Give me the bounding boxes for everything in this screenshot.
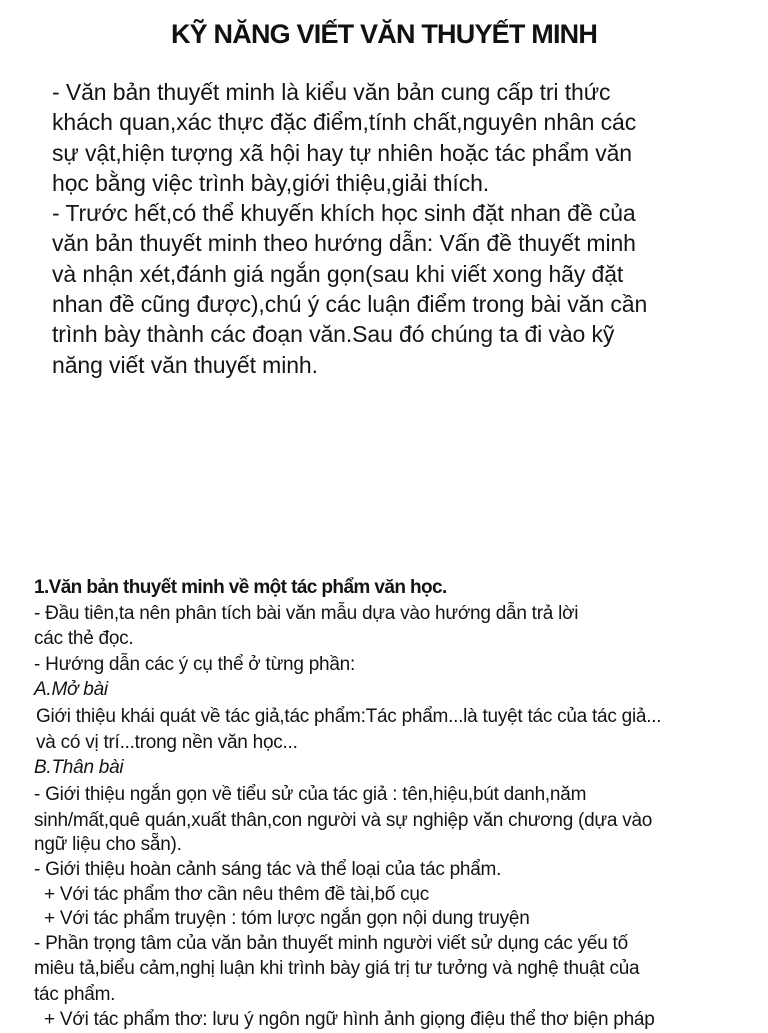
- intro-paragraph: [52, 77, 752, 380]
- body-line: - Phần trọng tâm của văn bản thuyết minh người viết sử dụng các yếu tố: [34, 932, 628, 954]
- subheading-than-bai: B.Thân bài: [34, 757, 124, 778]
- body-line: - Giới thiệu hoàn cảnh sáng tác và thể loại của tác phẩm.: [34, 859, 502, 880]
- intro-line: văn bản thuyết minh theo hướng dẫn: Vấn đề thuyết minh: [52, 230, 636, 257]
- intro-line: - Trước hết,có thể khuyến khích học sinh đặt nhan đề của: [52, 200, 636, 227]
- body-line: + Với tác phẩm thơ cần nêu thêm đề tài,bố cục: [34, 883, 429, 905]
- body-line: miêu tả,biểu cảm,nghị luận khi trình bày giá trị tư tưởng và nghệ thuật của: [34, 958, 640, 979]
- body-line: các thẻ đọc.: [34, 628, 134, 649]
- body-line: và có vị trí...trong nền văn học...: [36, 731, 298, 753]
- body-line: - Hướng dẫn các ý cụ thể ở từng phần:: [34, 653, 356, 675]
- section-heading: 1.Văn bản thuyết minh về một tác phẩm văn học.: [34, 577, 447, 598]
- page-title: KỸ NĂNG VIẾT VĂN THUYẾT MINH: [170, 19, 598, 49]
- body-line: ngữ liệu cho sẵn).: [34, 834, 182, 855]
- intro-line: nhan đề cũng được),chú ý các luận điểm trong bài văn cần: [52, 291, 648, 318]
- intro-line: học bằng việc trình bày,giới thiệu,giải thích.: [52, 169, 490, 196]
- intro-line: sự vật,hiện tượng xã hội hay tự nhiên hoặc tác phẩm văn: [52, 139, 633, 166]
- body-line: Giới thiệu khái quát về tác giả,tác phẩm:Tác phẩm...là tuyệt tác của tác giả...: [36, 706, 662, 727]
- intro-line: khách quan,xác thực đặc điểm,tính chất,nguyên nhân các: [52, 109, 637, 136]
- intro-line: và nhận xét,đánh giá ngắn gọn(sau khi viết xong hãy đặt: [52, 260, 624, 287]
- body-line: + Với tác phẩm thơ: lưu ý ngôn ngữ hình ảnh giọng điệu thể thơ biện pháp: [34, 1009, 655, 1030]
- section-literary-work: [34, 575, 764, 1033]
- intro-line: năng viết văn thuyết minh.: [52, 351, 318, 378]
- body-line: + Với tác phẩm truyện : tóm lược ngắn gọn nội dung truyện: [34, 907, 530, 929]
- body-line: tác phẩm.: [34, 983, 116, 1005]
- intro-line: trình bày thành các đoạn văn.Sau đó chúng ta đi vào kỹ: [52, 321, 615, 348]
- subheading-mo-bai: A.Mở bài: [34, 679, 108, 700]
- body-line: - Đầu tiên,ta nên phân tích bài văn mẫu dựa vào hướng dẫn trả lời: [34, 602, 579, 624]
- body-line: sinh/mất,quê quán,xuất thân,con người và sự nghiệp văn chương (dựa vào: [34, 809, 653, 831]
- body-line: - Giới thiệu ngắn gọn về tiểu sử của tác giả : tên,hiệu,bút danh,năm: [34, 784, 587, 805]
- intro-line: - Văn bản thuyết minh là kiểu văn bản cung cấp tri thức: [52, 79, 611, 105]
